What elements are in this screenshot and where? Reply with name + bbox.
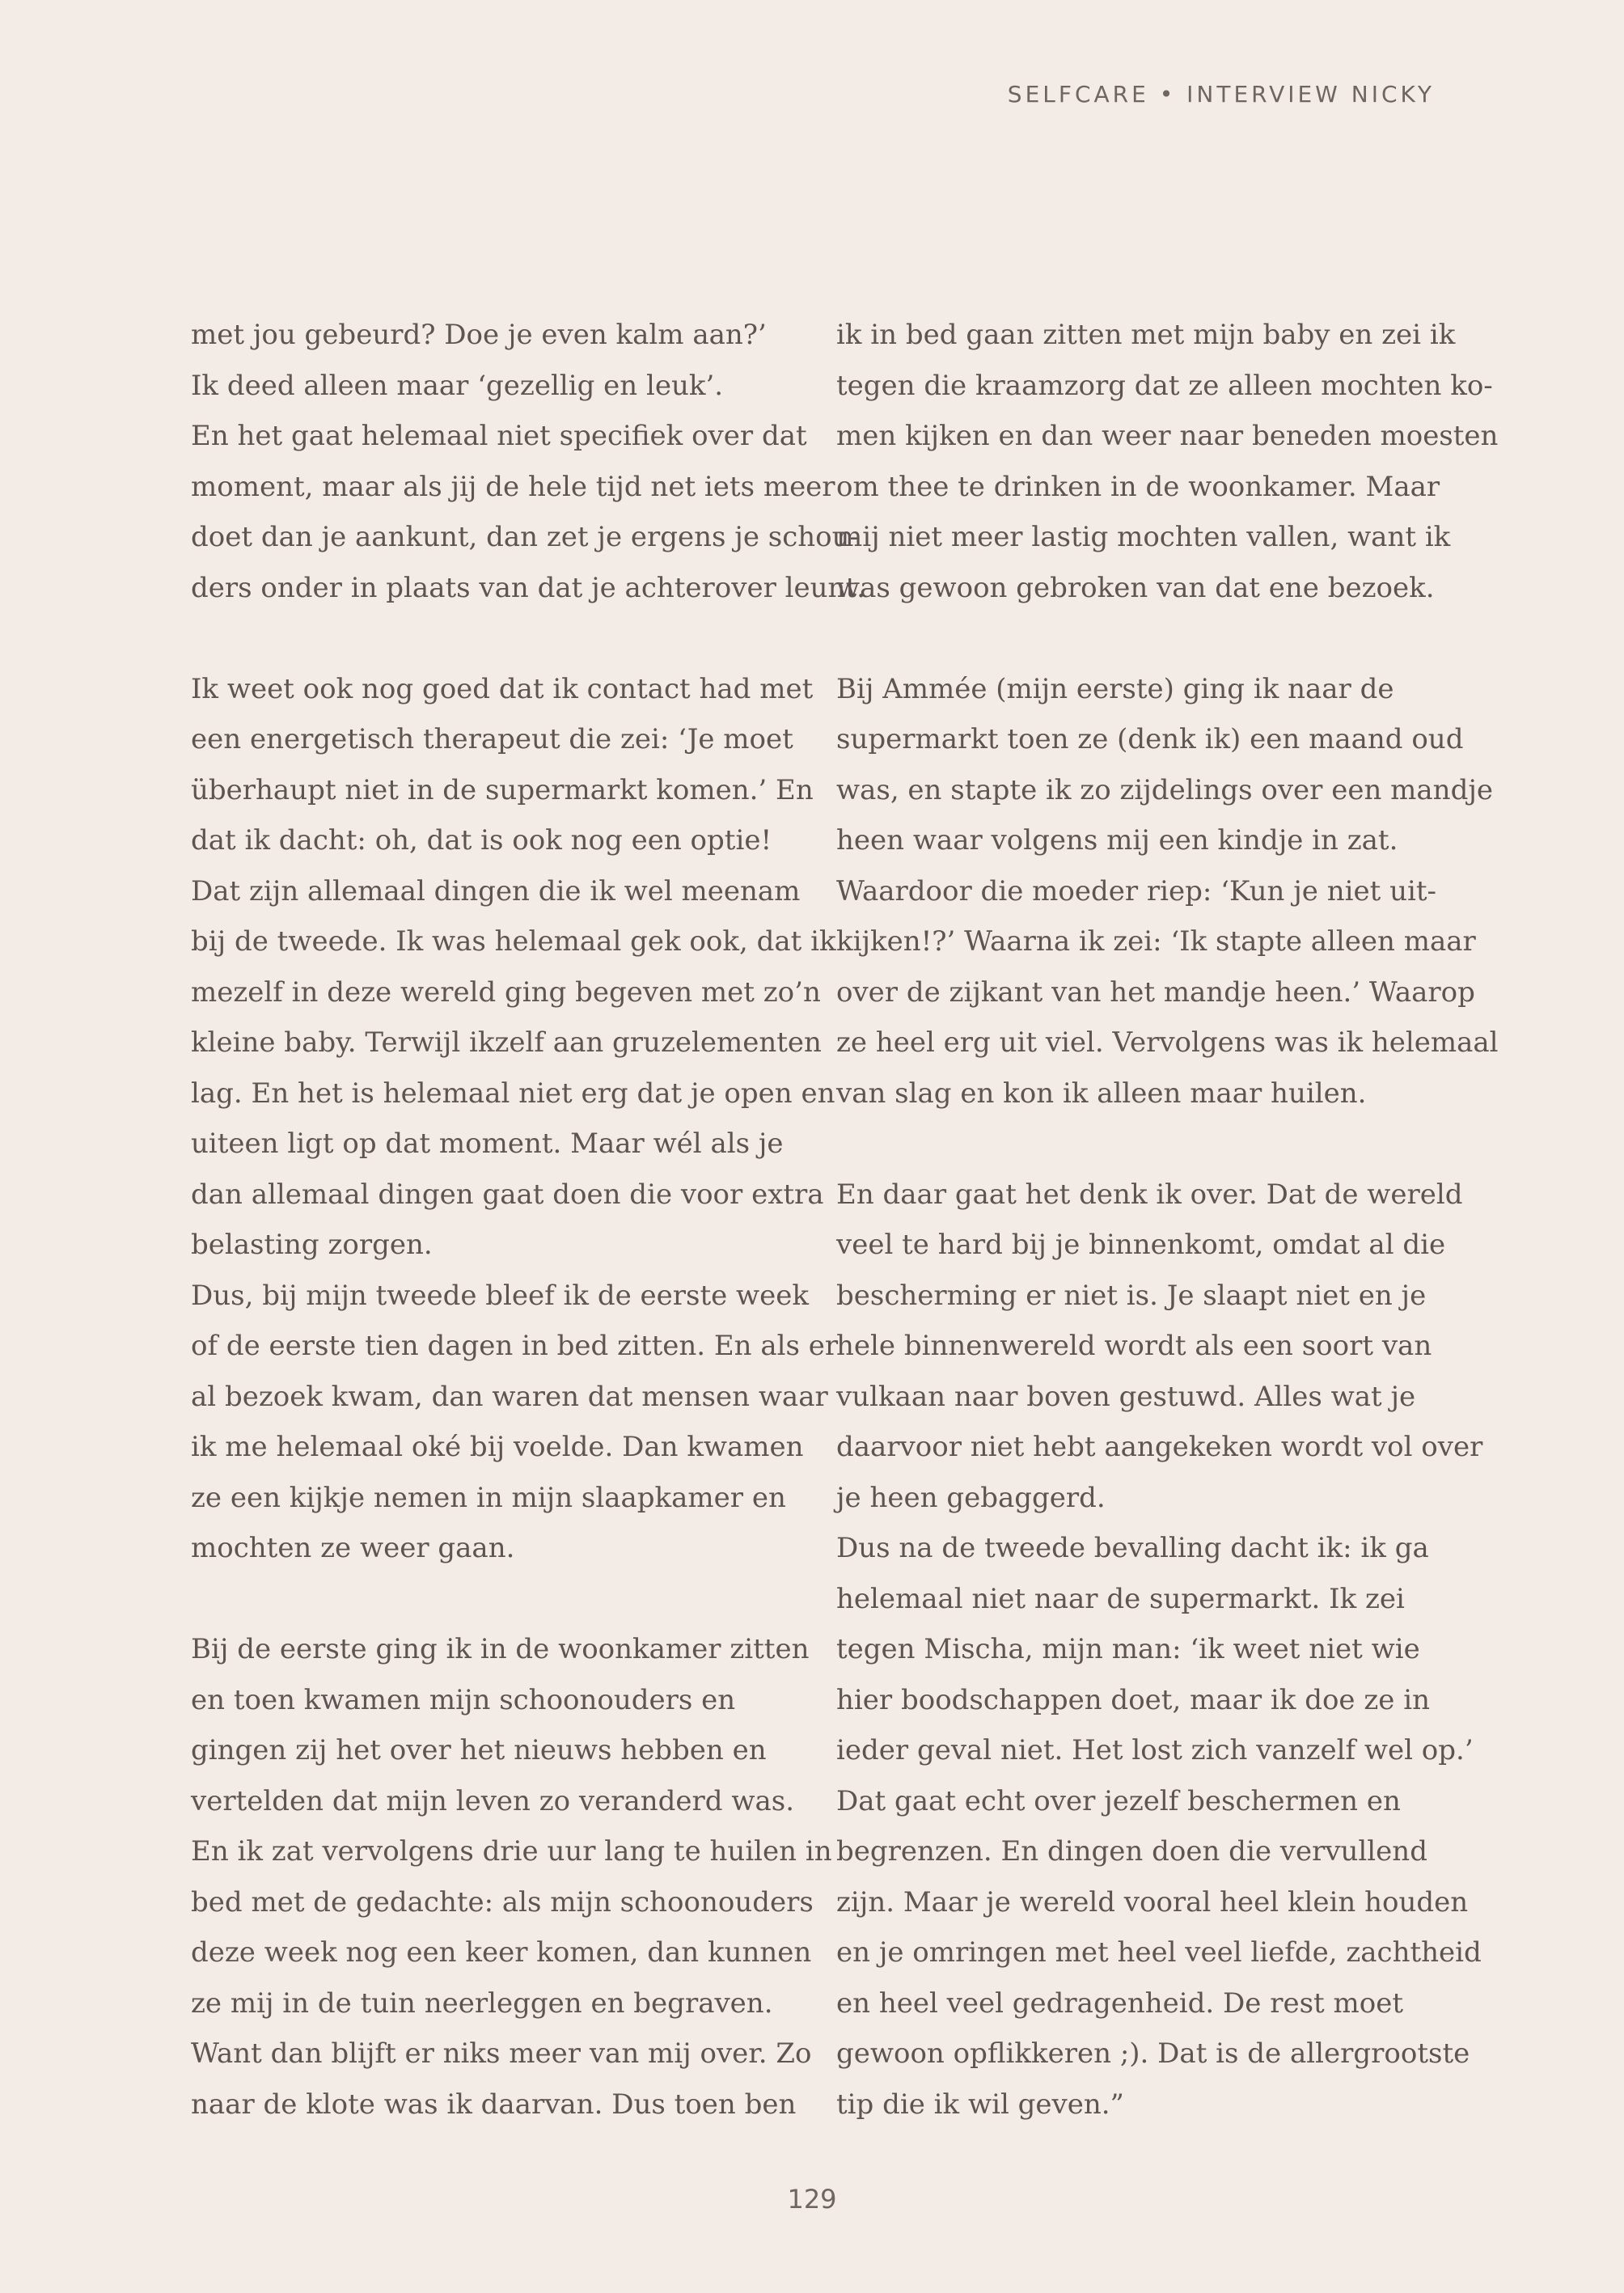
text-line: daarvoor niet hebt aangekeken wordt vol over: [836, 1431, 1483, 1463]
text-line: vulkaan naar boven gestuwd. Alles wat je: [836, 1380, 1416, 1413]
text-line: hele binnenwereld wordt als een soort van: [836, 1330, 1432, 1362]
text-line: heen waar volgens mij een kindje in zat.: [836, 824, 1398, 857]
text-line: men kijken en dan weer naar beneden moesten: [836, 420, 1499, 452]
paragraph-gap: [836, 1119, 1451, 1170]
paragraph-gap: [191, 613, 806, 664]
text-line: al bezoek kwam, dan waren dat mensen waar: [191, 1380, 828, 1413]
header-article: INTERVIEW NICKY: [1186, 81, 1435, 108]
text-line: ik me helemaal oké bij voelde. Dan kwamen: [191, 1431, 804, 1463]
text-line: Waardoor die moeder riep: ‘Kun je niet uit-: [836, 874, 1436, 907]
text-line: ik in bed gaan zitten met mijn baby en zei ik: [836, 319, 1456, 351]
paragraph-gap: [836, 613, 1451, 664]
text-line: En ik zat vervolgens drie uur lang te huilen in: [191, 1835, 832, 1868]
text-line: dat ik dacht: oh, dat is ook nog een optie!: [191, 824, 772, 857]
text-line: naar de klote was ik daarvan. Dus toen ben: [191, 2088, 797, 2121]
text-line: En daar gaat het denk ik over. Dat de wereld: [836, 1178, 1463, 1211]
text-line: mij niet meer lastig mochten vallen, want ik: [836, 521, 1451, 553]
text-line: hier boodschappen doet, maar ik doe ze in: [836, 1683, 1430, 1716]
text-line: tegen Mischa, mijn man: ‘ik weet niet wie: [836, 1633, 1420, 1665]
text-line: bed met de gedachte: als mijn schoonouders: [191, 1885, 814, 1919]
text-line: mochten ze weer gaan.: [191, 1532, 515, 1564]
text-line: deze week nog een keer komen, dan kunnen: [191, 1936, 812, 1969]
text-line: gingen zij het over het nieuws hebben en: [191, 1734, 767, 1766]
text-line: Bij de eerste ging ik in de woonkamer zitten: [191, 1633, 810, 1665]
text-line: lag. En het is helemaal niet erg dat je open en: [191, 1077, 835, 1110]
paragraph-gap: [191, 1574, 806, 1625]
text-line: over de zijkant van het mandje heen.’ Waarop: [836, 975, 1475, 1009]
text-line: dan allemaal dingen gaat doen die voor extra: [191, 1178, 824, 1211]
text-line: belasting zorgen.: [191, 1229, 433, 1261]
text-line: helemaal niet naar de supermarkt. Ik zei: [836, 1582, 1405, 1615]
text-line: van slag en kon ik alleen maar huilen.: [836, 1077, 1367, 1110]
text-line: ze mij in de tuin neerleggen en begraven.: [191, 1986, 773, 2020]
text-line: Dus na de tweede bevalling dacht ik: ik ga: [836, 1532, 1429, 1564]
text-line: en je omringen met heel veel liefde, zachtheid: [836, 1936, 1482, 1969]
text-line: Dus, bij mijn tweede bleef ik de eerste week: [191, 1279, 810, 1312]
page-number: 129: [787, 2184, 837, 2215]
text-line: bij de tweede. Ik was helemaal gek ook, dat ik: [191, 925, 836, 958]
text-line: Want dan blijft er niks meer van mij over. Zo: [191, 2037, 812, 2070]
text-line: tip die ik wil geven.”: [836, 2088, 1124, 2121]
text-line: kleine baby. Terwijl ikzelf aan gruzelementen: [191, 1026, 822, 1059]
text-line: om thee te drinken in de woonkamer. Maar: [836, 470, 1440, 503]
text-line: ieder geval niet. Het lost zich vanzelf wel op.’: [836, 1734, 1474, 1766]
text-line: vertelden dat mijn leven zo veranderd was.: [191, 1784, 795, 1817]
text-line: mezelf in deze wereld ging begeven met zo’n: [191, 975, 821, 1009]
text-line: bescherming er niet is. Je slaapt niet en je: [836, 1279, 1427, 1312]
text-line: ze heel erg uit viel. Vervolgens was ik helemaal: [836, 1026, 1499, 1059]
text-line: zijn. Maar je wereld vooral heel klein houden: [836, 1885, 1469, 1919]
running-header: [1008, 81, 1435, 108]
text-line: en toen kwamen mijn schoonouders en: [191, 1683, 736, 1716]
text-line: of de eerste tien dagen in bed zitten. En als er: [191, 1330, 839, 1362]
text-line: tegen die kraamzorg dat ze alleen mochten ko-: [836, 369, 1493, 402]
text-line: Ik weet ook nog goed dat ik contact had met: [191, 672, 814, 705]
text-line: met jou gebeurd? Doe je even kalm aan?’: [191, 319, 767, 351]
text-line: ders onder in plaats van dat je achterover leunt.: [191, 571, 865, 604]
text-line: gewoon opflikkeren ;). Dat is de allergrootste: [836, 2037, 1470, 2070]
text-line: een energetisch therapeut die zei: ‘Je moet: [191, 723, 793, 755]
text-line: En het gaat helemaal niet specifiek over dat: [191, 420, 807, 452]
text-line: doet dan je aankunt, dan zet je ergens je schou-: [191, 521, 859, 553]
text-line: Dat gaat echt over jezelf beschermen en: [836, 1784, 1401, 1817]
text-line: begrenzen. En dingen doen die vervullend: [836, 1835, 1427, 1868]
text-line: veel te hard bij je binnenkomt, omdat al die: [836, 1229, 1446, 1261]
text-line: en heel veel gedragenheid. De rest moet: [836, 1986, 1403, 2020]
text-line: was gewoon gebroken van dat ene bezoek.: [836, 571, 1435, 604]
header-section: SELFCARE: [1007, 81, 1149, 108]
text-line: je heen gebaggerd.: [836, 1481, 1106, 1514]
text-line: Bij Ammée (mijn eerste) ging ik naar de: [836, 672, 1394, 705]
text-line: supermarkt toen ze (denk ik) een maand oud: [836, 723, 1464, 755]
text-line: was, en stapte ik zo zijdelings over een mandje: [836, 773, 1493, 806]
text-line: Ik deed alleen maar ‘gezellig en leuk’.: [191, 369, 724, 402]
text-line: ze een kijkje nemen in mijn slaapkamer en: [191, 1481, 786, 1514]
header-separator: •: [1159, 81, 1177, 108]
text-line: überhaupt niet in de supermarkt komen.’ En: [191, 773, 814, 806]
text-line: uiteen ligt op dat moment. Maar wél als je: [191, 1127, 784, 1160]
text-line: moment, maar als jij de hele tijd net iets meer: [191, 470, 835, 503]
left-text-column: [191, 310, 865, 2130]
text-line: kijken!?’ Waarna ik zei: ‘Ik stapte alleen maar: [836, 925, 1476, 958]
text-line: Dat zijn allemaal dingen die ik wel meenam: [191, 874, 801, 907]
right-text-column: [836, 310, 1499, 2130]
